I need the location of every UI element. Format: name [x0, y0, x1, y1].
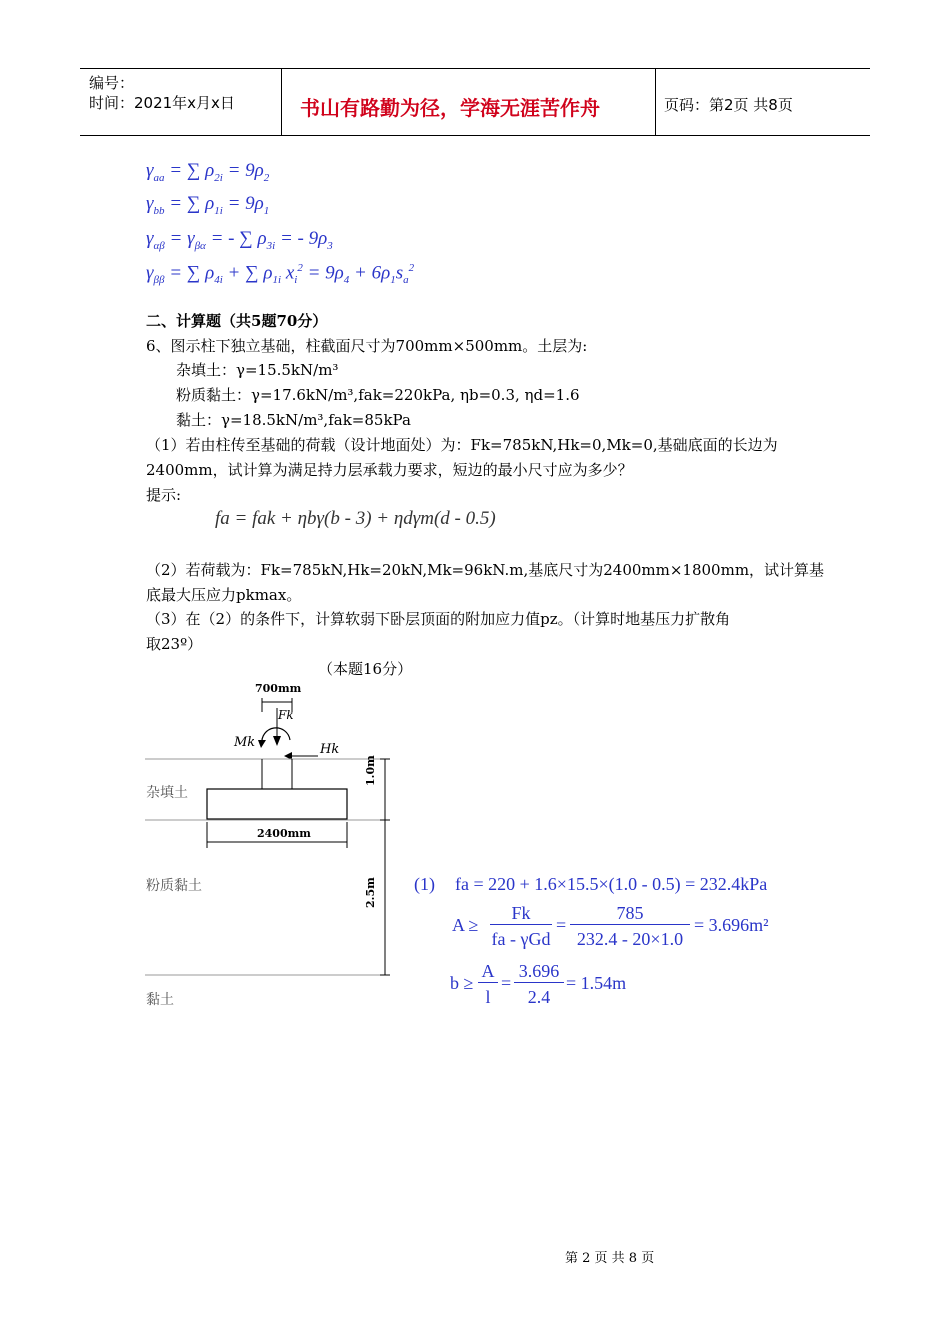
formula-gamma-bbeta: $\gamma_{\beta\beta}$ = ∑ $\rho_{4i}$ + ∑ $\rho_{1i}$ $x_i^2 = 9\rho_4 + 6\rho_1s_a^2$ [146, 262, 415, 287]
solution-frac4-num: 3.696 [514, 961, 564, 983]
q6-intro: 6、图示柱下独立基础，柱截面尺寸为700mm×500mm。土层为: [146, 337, 588, 355]
formula-gamma-aa: $\gamma_{aa}$ = ∑ $\rho_{2i} = 9\rho_2$ [146, 160, 270, 184]
solution-frac2-den: 232.4 - 20×1.0 [576, 929, 684, 949]
hint-formula: fa = fak + ηbγ(b - 3) + ηdγm(d - 0.5) [215, 508, 496, 529]
solution-frac1-den: fa - γGd [491, 929, 551, 949]
layer-clay-label: 黏土 [146, 992, 174, 1008]
q2-line1: （2）若荷载为：Fk=785kN,Hk=20kN,Mk=96kN.m,基底尺寸为2400mm×1800mm，试计算基 [146, 561, 825, 579]
depth1-label: 1.0m [364, 755, 377, 786]
header-bottom-rule [80, 135, 870, 136]
footing [207, 789, 347, 819]
q3-line2: 取23º） [146, 635, 203, 653]
solution-eq-sign: = [556, 915, 567, 935]
solution-frac3-den: l [485, 987, 491, 1007]
solution-line3-result: = 1.54m [566, 973, 627, 993]
points-note: （本题16分） [318, 660, 413, 678]
q1-line1: （1）若由柱传至基础的荷载（设计地面处）为：Fk=785kN,Hk=0,Mk=0,基础底面的长边为 [146, 436, 778, 454]
footer-page: 第 2 页 共 8 页 [565, 1251, 655, 1266]
fk-label: Fk [278, 708, 294, 722]
depth2-label: 2.5m [364, 877, 377, 908]
base-width-label: 2400mm [257, 827, 311, 840]
soil-fill: 杂填土：γ=15.5kN/m³ [176, 361, 339, 379]
solution-line2-result: = 3.696m² [694, 915, 769, 935]
page-label: 页码：第2页 共8页 [664, 96, 793, 114]
solution-label: (1) [414, 874, 435, 894]
header-top-rule [80, 68, 870, 69]
doc-number-label: 编号： [89, 74, 135, 92]
mk-label: Mk [234, 735, 256, 750]
header-divider-1 [281, 68, 282, 136]
solution-line2-lhs: A ≥ [452, 915, 479, 935]
solution-frac4-den: 2.4 [527, 987, 551, 1007]
q1-line2: 2400mm，试计算为满足持力层承载力要求，短边的最小尺寸应为多少？ [146, 461, 633, 479]
formula-gamma-ab: $\gamma_{\alpha\beta} = \gamma_{\beta\alpha}$ = - ∑ $\rho_{3i}$ = - $9\rho_3$ [146, 228, 333, 252]
solution-eq-sign-2: = [501, 973, 512, 993]
q2-line2: 底最大压应力pkmax。 [146, 586, 302, 604]
header-motto: 书山有路勤为径，学海无涯苦作舟 [300, 96, 600, 120]
solution-frac1-num: Fk [490, 903, 552, 925]
doc-date-label: 时间：2021年x月x日 [89, 94, 235, 112]
solution-frac3-num: A [478, 961, 498, 983]
q3-line1: （3）在（2）的条件下，计算软弱下卧层顶面的附加应力值pz。（计算时地基压力扩散角 [146, 610, 731, 628]
solution-frac2-num: 785 [570, 903, 690, 925]
header-divider-2 [655, 68, 656, 136]
section-title: 二、计算题（共5题70分） [146, 312, 328, 330]
solution-line3-lhs: b ≥ [450, 973, 474, 993]
col-width-label: 700mm [255, 682, 302, 695]
soil-silty-clay: 粉质黏土：γ=17.6kN/m³,fak=220kPa, ηb=0.3, ηd=1.6 [176, 386, 580, 404]
formula-gamma-bb: $\gamma_{bb}$ = ∑ $\rho_{1i} = 9\rho_1$ [146, 193, 270, 217]
layer-silty-clay-label: 粉质黏土 [146, 878, 202, 894]
layer-fill-label: 杂填土 [146, 785, 188, 801]
hk-label: Hk [320, 742, 340, 757]
foundation-diagram [140, 680, 410, 1000]
hint-label: 提示: [146, 486, 182, 504]
soil-clay: 黏土：γ=18.5kN/m³,fak=85kPa [176, 411, 411, 429]
solution-line1: fa = 220 + 1.6×15.5×(1.0 - 0.5) = 232.4kPa [455, 874, 768, 894]
